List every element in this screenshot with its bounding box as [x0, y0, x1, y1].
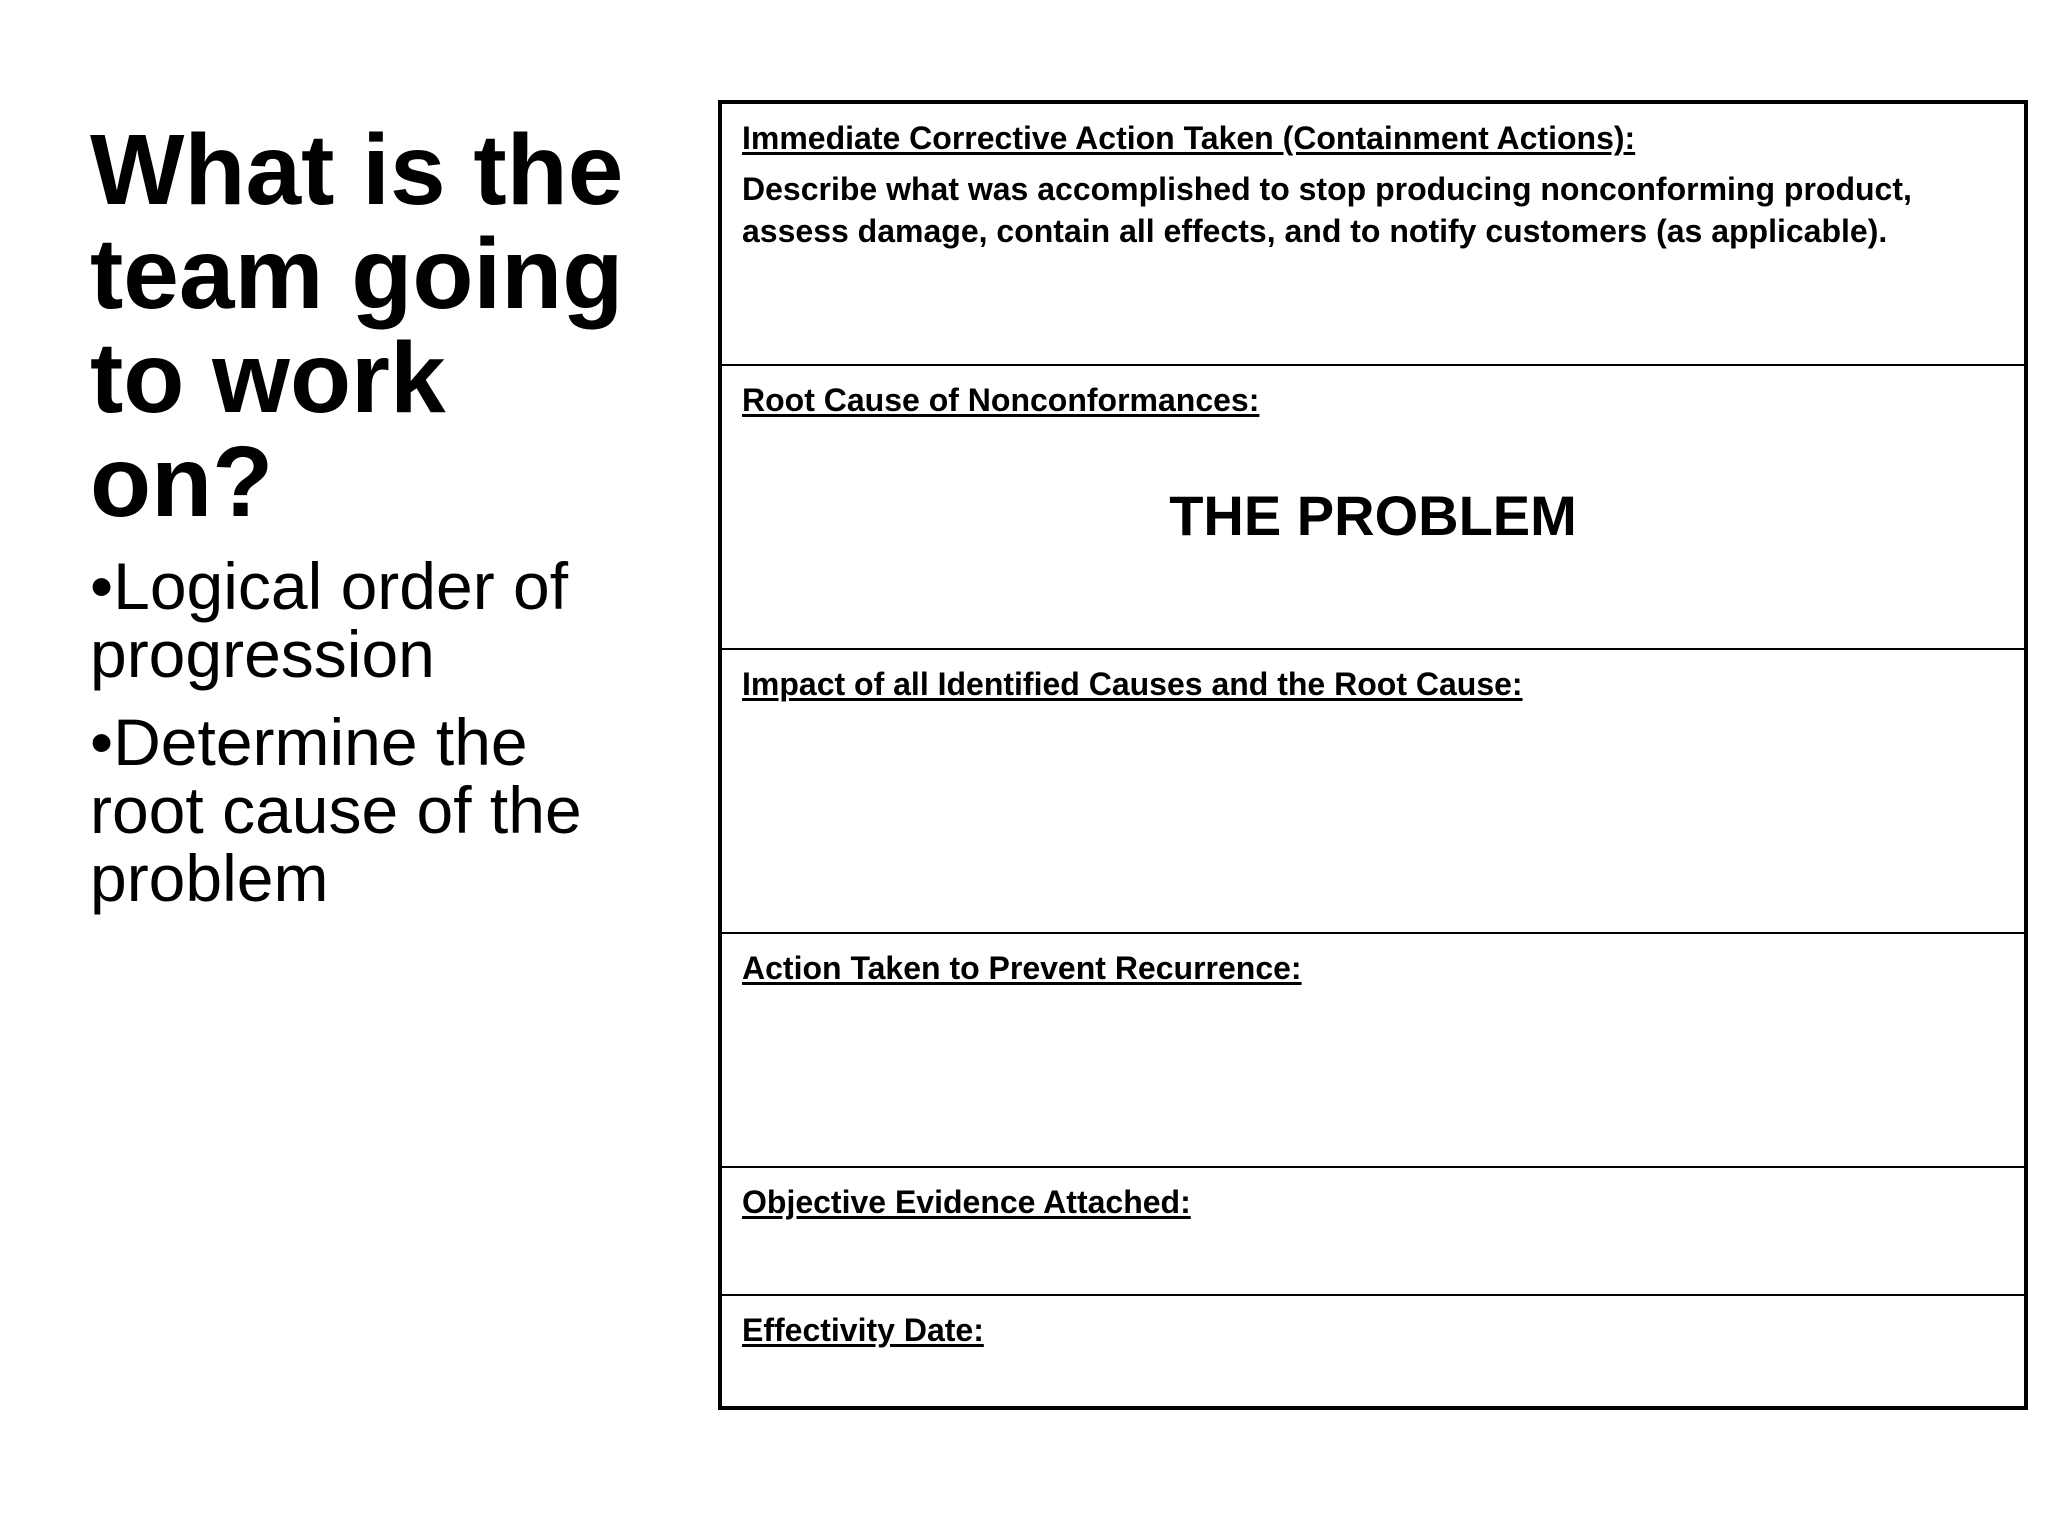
effectivity-date-section — [722, 1296, 2024, 1406]
containment-actions-label: Immediate Corrective Action Taken (Containment Actions): — [742, 120, 1636, 156]
prevent-recurrence-section — [722, 934, 2024, 1168]
containment-actions-section — [722, 104, 2024, 366]
bullet-item: •Logical order of progression — [90, 549, 569, 691]
containment-actions-description: Describe what was accomplished to stop producing nonconforming product, assess damage, contain all effects, and to notify customers (as applicable). — [742, 171, 1912, 249]
objective-evidence-section — [722, 1168, 2024, 1296]
slide-title: What is the team going to work on? — [90, 114, 624, 538]
problem-highlight: THE PROBLEM — [1169, 484, 1577, 547]
root-cause-label: Root Cause of Nonconformances: — [742, 382, 1260, 418]
root-cause-section — [722, 366, 2024, 650]
bullet-item: •Determine the root cause of the problem — [90, 705, 582, 915]
objective-evidence-label: Objective Evidence Attached: — [742, 1184, 1191, 1220]
prevent-recurrence-label: Action Taken to Prevent Recurrence: — [742, 950, 1302, 986]
impact-section — [722, 650, 2024, 934]
impact-label: Impact of all Identified Causes and the Root Cause: — [742, 666, 1523, 702]
corrective-action-form — [718, 100, 2028, 1410]
effectivity-date-label: Effectivity Date: — [742, 1312, 984, 1348]
bullet-list — [90, 549, 650, 932]
